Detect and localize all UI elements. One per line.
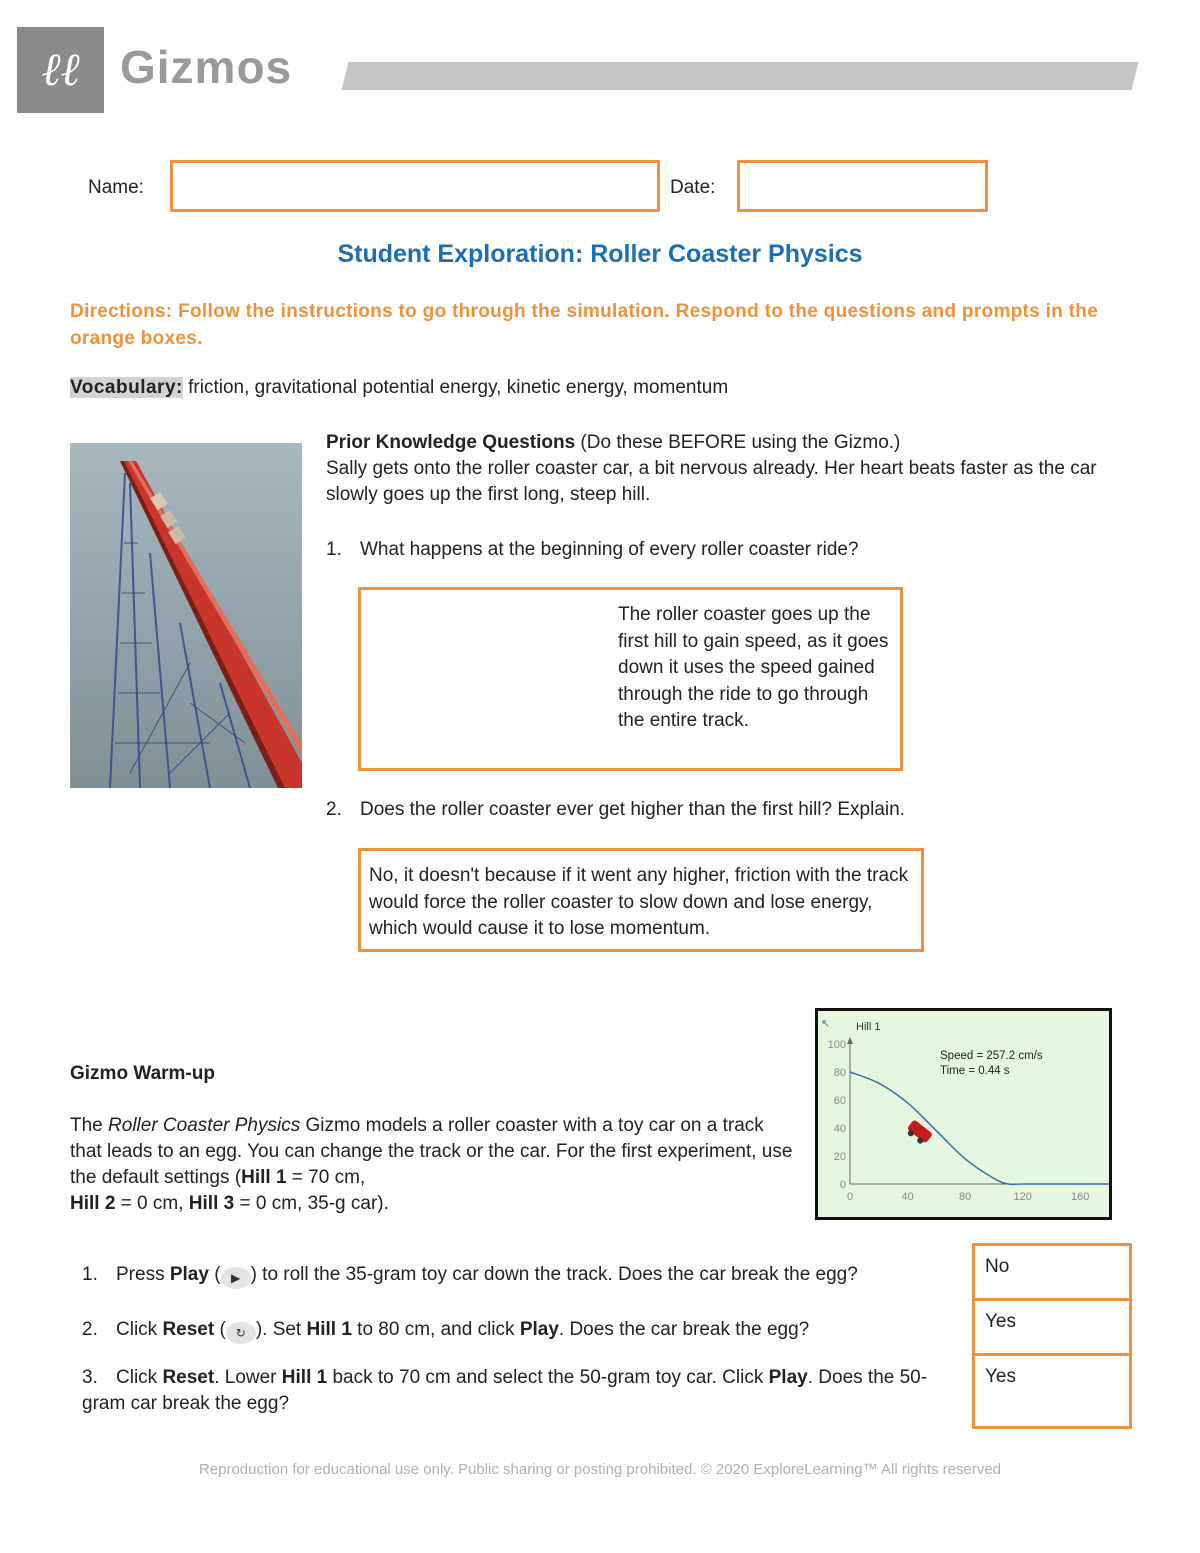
explorelearning-logo: ℓℓ bbox=[17, 27, 104, 113]
question-number: 2. bbox=[326, 799, 342, 820]
reset-icon: ↻ bbox=[226, 1322, 256, 1344]
vocabulary bbox=[70, 377, 728, 399]
prior-knowledge-note: (Do these BEFORE using the Gizmo.) bbox=[575, 432, 901, 453]
y-tick-label: 20 bbox=[833, 1151, 846, 1163]
cursor-icon: ↖ bbox=[821, 1018, 831, 1030]
question-text: Does the roller coaster ever get higher than the first hill? Explain. bbox=[360, 799, 905, 820]
x-tick-label: 40 bbox=[901, 1191, 914, 1203]
play-label: Play bbox=[768, 1367, 808, 1388]
gizmos-wordmark: Gizmos bbox=[120, 41, 293, 93]
text: = 0 cm, bbox=[115, 1193, 189, 1214]
hill3-label: Hill 3 bbox=[188, 1193, 235, 1214]
text: Gizmo models a roller coaster with a toy car on a track that leads to an egg. You can change the track or the car. For the first experiment, use the default settings ( bbox=[70, 1115, 793, 1188]
hill1-label: Hill 1 bbox=[306, 1319, 352, 1340]
y-axis-arrow bbox=[847, 1037, 853, 1044]
answer-text: No, it doesn't because if it went any higher, friction with the track would force the roller coaster to slow down and lose energy, which would cause it to lose momentum. bbox=[369, 865, 909, 939]
gizmo-simulation-screenshot bbox=[815, 1008, 1112, 1220]
date-field[interactable] bbox=[737, 160, 988, 212]
header-bar bbox=[342, 62, 1139, 90]
question-2 bbox=[326, 797, 905, 823]
warmup-step-2 bbox=[82, 1317, 967, 1344]
simulation-chart bbox=[818, 1011, 1109, 1217]
question-number: 1. bbox=[326, 539, 342, 560]
copyright-footer: Reproduction for educational use only. Public sharing or posting prohibited. © 2020 ExploreLearning™ All rights reserved bbox=[198, 1461, 1002, 1478]
text: back to 70 cm and select the 50-gram toy car. Click bbox=[327, 1367, 769, 1388]
text: ). Set bbox=[255, 1319, 307, 1340]
play-label: Play bbox=[169, 1264, 209, 1285]
prior-knowledge-section bbox=[326, 430, 1136, 508]
warmup-heading: Gizmo Warm-up bbox=[70, 1063, 215, 1084]
text: Press bbox=[116, 1264, 170, 1285]
y-tick-label: 100 bbox=[827, 1039, 846, 1051]
track-line bbox=[850, 1072, 1109, 1184]
question-text: What happens at the beginning of every roller coaster ride? bbox=[360, 539, 859, 560]
answer-cell-1[interactable] bbox=[972, 1243, 1132, 1301]
play-icon: ▶ bbox=[221, 1267, 251, 1289]
text: Click bbox=[116, 1367, 163, 1388]
warmup-paragraph bbox=[70, 1113, 795, 1217]
text: = 0 cm, 35-g car). bbox=[234, 1193, 389, 1214]
text: = 70 cm, bbox=[286, 1167, 366, 1188]
name-label: Name: bbox=[88, 177, 144, 198]
y-tick-label: 60 bbox=[833, 1095, 846, 1107]
chart-title: Hill 1 bbox=[856, 1021, 881, 1033]
step-number: 2. bbox=[82, 1319, 98, 1340]
text: . Does the 50-gram car break the egg? bbox=[82, 1367, 928, 1414]
warmup-step-3 bbox=[82, 1365, 967, 1417]
name-field[interactable] bbox=[170, 160, 660, 212]
page-title: Student Exploration: Roller Coaster Physics bbox=[337, 240, 863, 268]
answer-box-2[interactable] bbox=[358, 848, 924, 952]
answer-cell-2[interactable] bbox=[972, 1298, 1132, 1356]
text: The bbox=[70, 1115, 109, 1136]
speed-readout: Speed = 257.2 cm/s bbox=[940, 1050, 1043, 1062]
vocabulary-label: Vocabulary: bbox=[70, 377, 183, 398]
question-1 bbox=[326, 537, 859, 563]
y-tick-label: 40 bbox=[833, 1123, 846, 1135]
x-tick-label: 120 bbox=[1013, 1191, 1032, 1203]
roller-coaster-photo bbox=[70, 443, 302, 788]
directions: Directions: Follow the instructions to go through the simulation. Respond to the questions and prompts in the orange boxes. bbox=[70, 301, 1099, 349]
text: . Lower bbox=[214, 1367, 282, 1388]
reset-label: Reset bbox=[162, 1367, 215, 1388]
text: . Does the car break the egg? bbox=[558, 1319, 810, 1340]
answer-text: No bbox=[985, 1256, 1010, 1277]
prior-knowledge-heading: Prior Knowledge Questions bbox=[326, 432, 576, 453]
answer-text: Yes bbox=[985, 1366, 1016, 1387]
step-number: 1. bbox=[82, 1264, 98, 1285]
gizmo-name: Roller Coaster Physics bbox=[108, 1115, 301, 1136]
text: ( bbox=[208, 1264, 221, 1285]
text: to 80 cm, and click bbox=[351, 1319, 520, 1340]
answer-text: Yes bbox=[985, 1311, 1016, 1332]
x-tick-label: 0 bbox=[846, 1191, 854, 1203]
vocabulary-terms: friction, gravitational potential energy, kinetic energy, momentum bbox=[182, 377, 729, 398]
prior-knowledge-intro: Sally gets onto the roller coaster car, a bit nervous already. Her heart beats faster as the car slowly goes up the first long, steep hill. bbox=[326, 458, 1097, 505]
warmup-step-1 bbox=[82, 1262, 967, 1289]
x-tick-label: 160 bbox=[1071, 1191, 1090, 1203]
reset-label: Reset bbox=[162, 1319, 215, 1340]
text: ) to roll the 35-gram toy car down the track. Does the car break the egg? bbox=[250, 1264, 858, 1285]
answer-text: The roller coaster goes up the first hill to gain speed, as it goes down it uses the speed gained through the ride to go through the entire track. bbox=[618, 604, 889, 731]
step-number: 3. bbox=[82, 1367, 98, 1388]
y-tick-label: 80 bbox=[833, 1067, 846, 1079]
x-tick-label: 80 bbox=[958, 1191, 972, 1203]
answer-cell-3[interactable] bbox=[972, 1353, 1132, 1429]
text: Click bbox=[116, 1319, 163, 1340]
answer-box-1[interactable] bbox=[358, 587, 903, 771]
hill2-label: Hill 2 bbox=[70, 1193, 116, 1214]
text: ( bbox=[214, 1319, 226, 1340]
date-label: Date: bbox=[670, 177, 716, 198]
hill1-label: Hill 1 bbox=[241, 1167, 287, 1188]
play-label: Play bbox=[519, 1319, 559, 1340]
hill1-label: Hill 1 bbox=[281, 1367, 328, 1388]
y-tick-label: 0 bbox=[839, 1179, 846, 1191]
time-readout: Time = 0.44 s bbox=[940, 1065, 1010, 1077]
